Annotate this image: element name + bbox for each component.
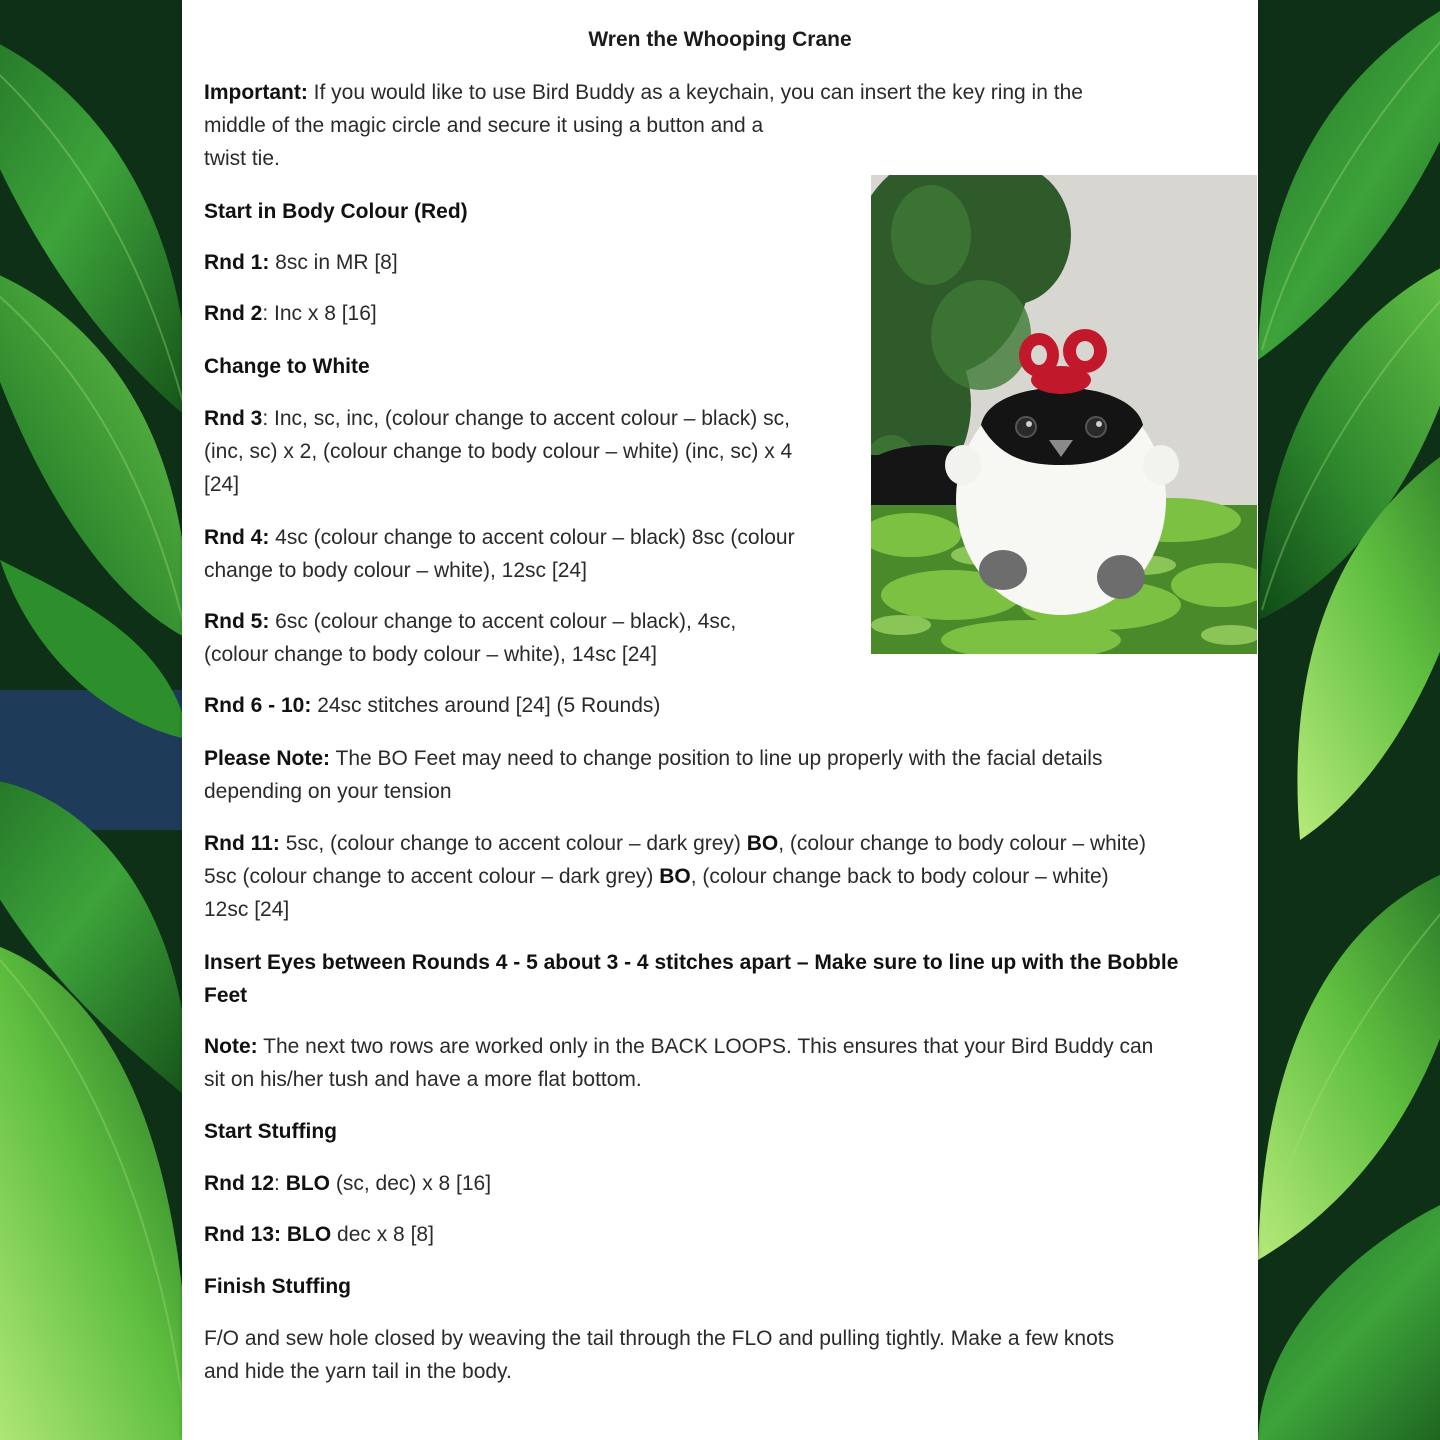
fasten-off-line-1: F/O and sew hole closed by weaving the tail through the FLO and pulling tightly. Make a few knots — [204, 1327, 1115, 1350]
start-stuffing-heading: Start Stuffing — [204, 1120, 337, 1143]
round-6-10-label: Rnd 6 - 10: — [204, 694, 312, 717]
round-11-line-2b: , (colour change back to body colour – white) — [690, 865, 1109, 888]
please-note-line-2: depending on your tension — [204, 780, 452, 803]
important-line-2: middle of the magic circle and secure it using a button and a — [204, 114, 764, 137]
round-5-line-2: (colour change to body colour – white), 14sc [24] — [204, 643, 657, 666]
insert-eyes-instruction — [204, 946, 1178, 1012]
bird-buddy-photo — [871, 175, 1257, 654]
round-11-line-2a: 5sc (colour change to accent colour – dark grey) — [204, 865, 660, 888]
round-2-label: Rnd 2 — [204, 302, 263, 325]
round-13-label: Rnd 13: — [204, 1223, 282, 1246]
important-paragraph — [204, 76, 1083, 175]
round-5 — [204, 605, 736, 671]
round-12 — [204, 1167, 491, 1200]
page-title: Wren the Whooping Crane — [588, 28, 852, 51]
round-11 — [204, 827, 1146, 926]
round-4-label: Rnd 4: — [204, 526, 270, 549]
round-5-line-1: 6sc (colour change to accent colour – black), 4sc, — [269, 610, 737, 633]
fasten-off-line-2: and hide the yarn tail in the body. — [204, 1360, 512, 1383]
round-12-colon: : — [274, 1172, 286, 1195]
round-6-10-text: 24sc stitches around [24] (5 Rounds) — [311, 694, 661, 717]
round-13-blo: BLO — [286, 1223, 332, 1246]
pattern-page — [182, 0, 1258, 1440]
round-13-text: dec x 8 [8] — [331, 1223, 434, 1246]
round-1-text: 8sc in MR [8] — [269, 251, 398, 274]
bird-buddy-illustration — [871, 175, 1257, 654]
insert-eyes-line-2: Feet — [204, 984, 248, 1007]
round-11-bo-1: BO — [746, 832, 779, 855]
important-line-1: If you would like to use Bird Buddy as a keychain, you can insert the key ring in the — [307, 81, 1083, 104]
important-label: Important: — [204, 81, 308, 104]
round-6-10 — [204, 689, 660, 722]
round-5-label: Rnd 5: — [204, 610, 270, 633]
finish-stuffing-heading: Finish Stuffing — [204, 1275, 351, 1298]
round-4 — [204, 521, 795, 587]
round-11-bo-2: BO — [659, 865, 691, 888]
round-11-line-1a: 5sc, (colour change to accent colour – dark grey) — [279, 832, 747, 855]
round-3-line-1: : Inc, sc, inc, (colour change to accent colour – black) sc, — [262, 407, 790, 430]
please-note-label: Please Note: — [204, 747, 331, 770]
round-11-line-3: 12sc [24] — [204, 898, 290, 921]
round-12-text: (sc, dec) x 8 [16] — [330, 1172, 492, 1195]
please-note-line-1: The BO Feet may need to change position to line up properly with the facial details — [330, 747, 1103, 770]
change-to-white-heading: Change to White — [204, 355, 370, 378]
round-2 — [204, 297, 377, 330]
note-label: Note: — [204, 1035, 258, 1058]
round-2-text: : Inc x 8 [16] — [262, 302, 377, 325]
note-line-1: The next two rows are worked only in the BACK LOOPS. This ensures that your Bird Buddy can — [257, 1035, 1154, 1058]
round-3-line-3: [24] — [204, 473, 240, 496]
insert-eyes-line-1: Insert Eyes between Rounds 4 - 5 about 3 - 4 stitches apart – Make sure to line up with the Bobble — [204, 951, 1179, 974]
fasten-off-paragraph — [204, 1322, 1114, 1388]
round-1 — [204, 246, 398, 279]
note-line-2: sit on his/her tush and have a more flat bottom. — [204, 1068, 642, 1091]
round-13 — [204, 1218, 434, 1251]
round-3 — [204, 402, 792, 501]
round-11-label: Rnd 11: — [204, 832, 280, 855]
round-12-label: Rnd 12 — [204, 1172, 275, 1195]
round-4-line-2: change to body colour – white), 12sc [24] — [204, 559, 587, 582]
please-note-paragraph — [204, 742, 1102, 808]
start-body-colour-heading: Start in Body Colour (Red) — [204, 200, 468, 223]
round-3-line-2: (inc, sc) x 2, (colour change to body colour – white) (inc, sc) x 4 — [204, 440, 793, 463]
round-4-line-1: 4sc (colour change to accent colour – black) 8sc (colour — [269, 526, 795, 549]
note-paragraph — [204, 1030, 1153, 1096]
round-1-label: Rnd 1: — [204, 251, 270, 274]
important-line-3: twist tie. — [204, 147, 280, 170]
round-12-blo: BLO — [285, 1172, 331, 1195]
round-3-label: Rnd 3 — [204, 407, 263, 430]
round-11-line-1b: , (colour change to body colour – white) — [778, 832, 1146, 855]
